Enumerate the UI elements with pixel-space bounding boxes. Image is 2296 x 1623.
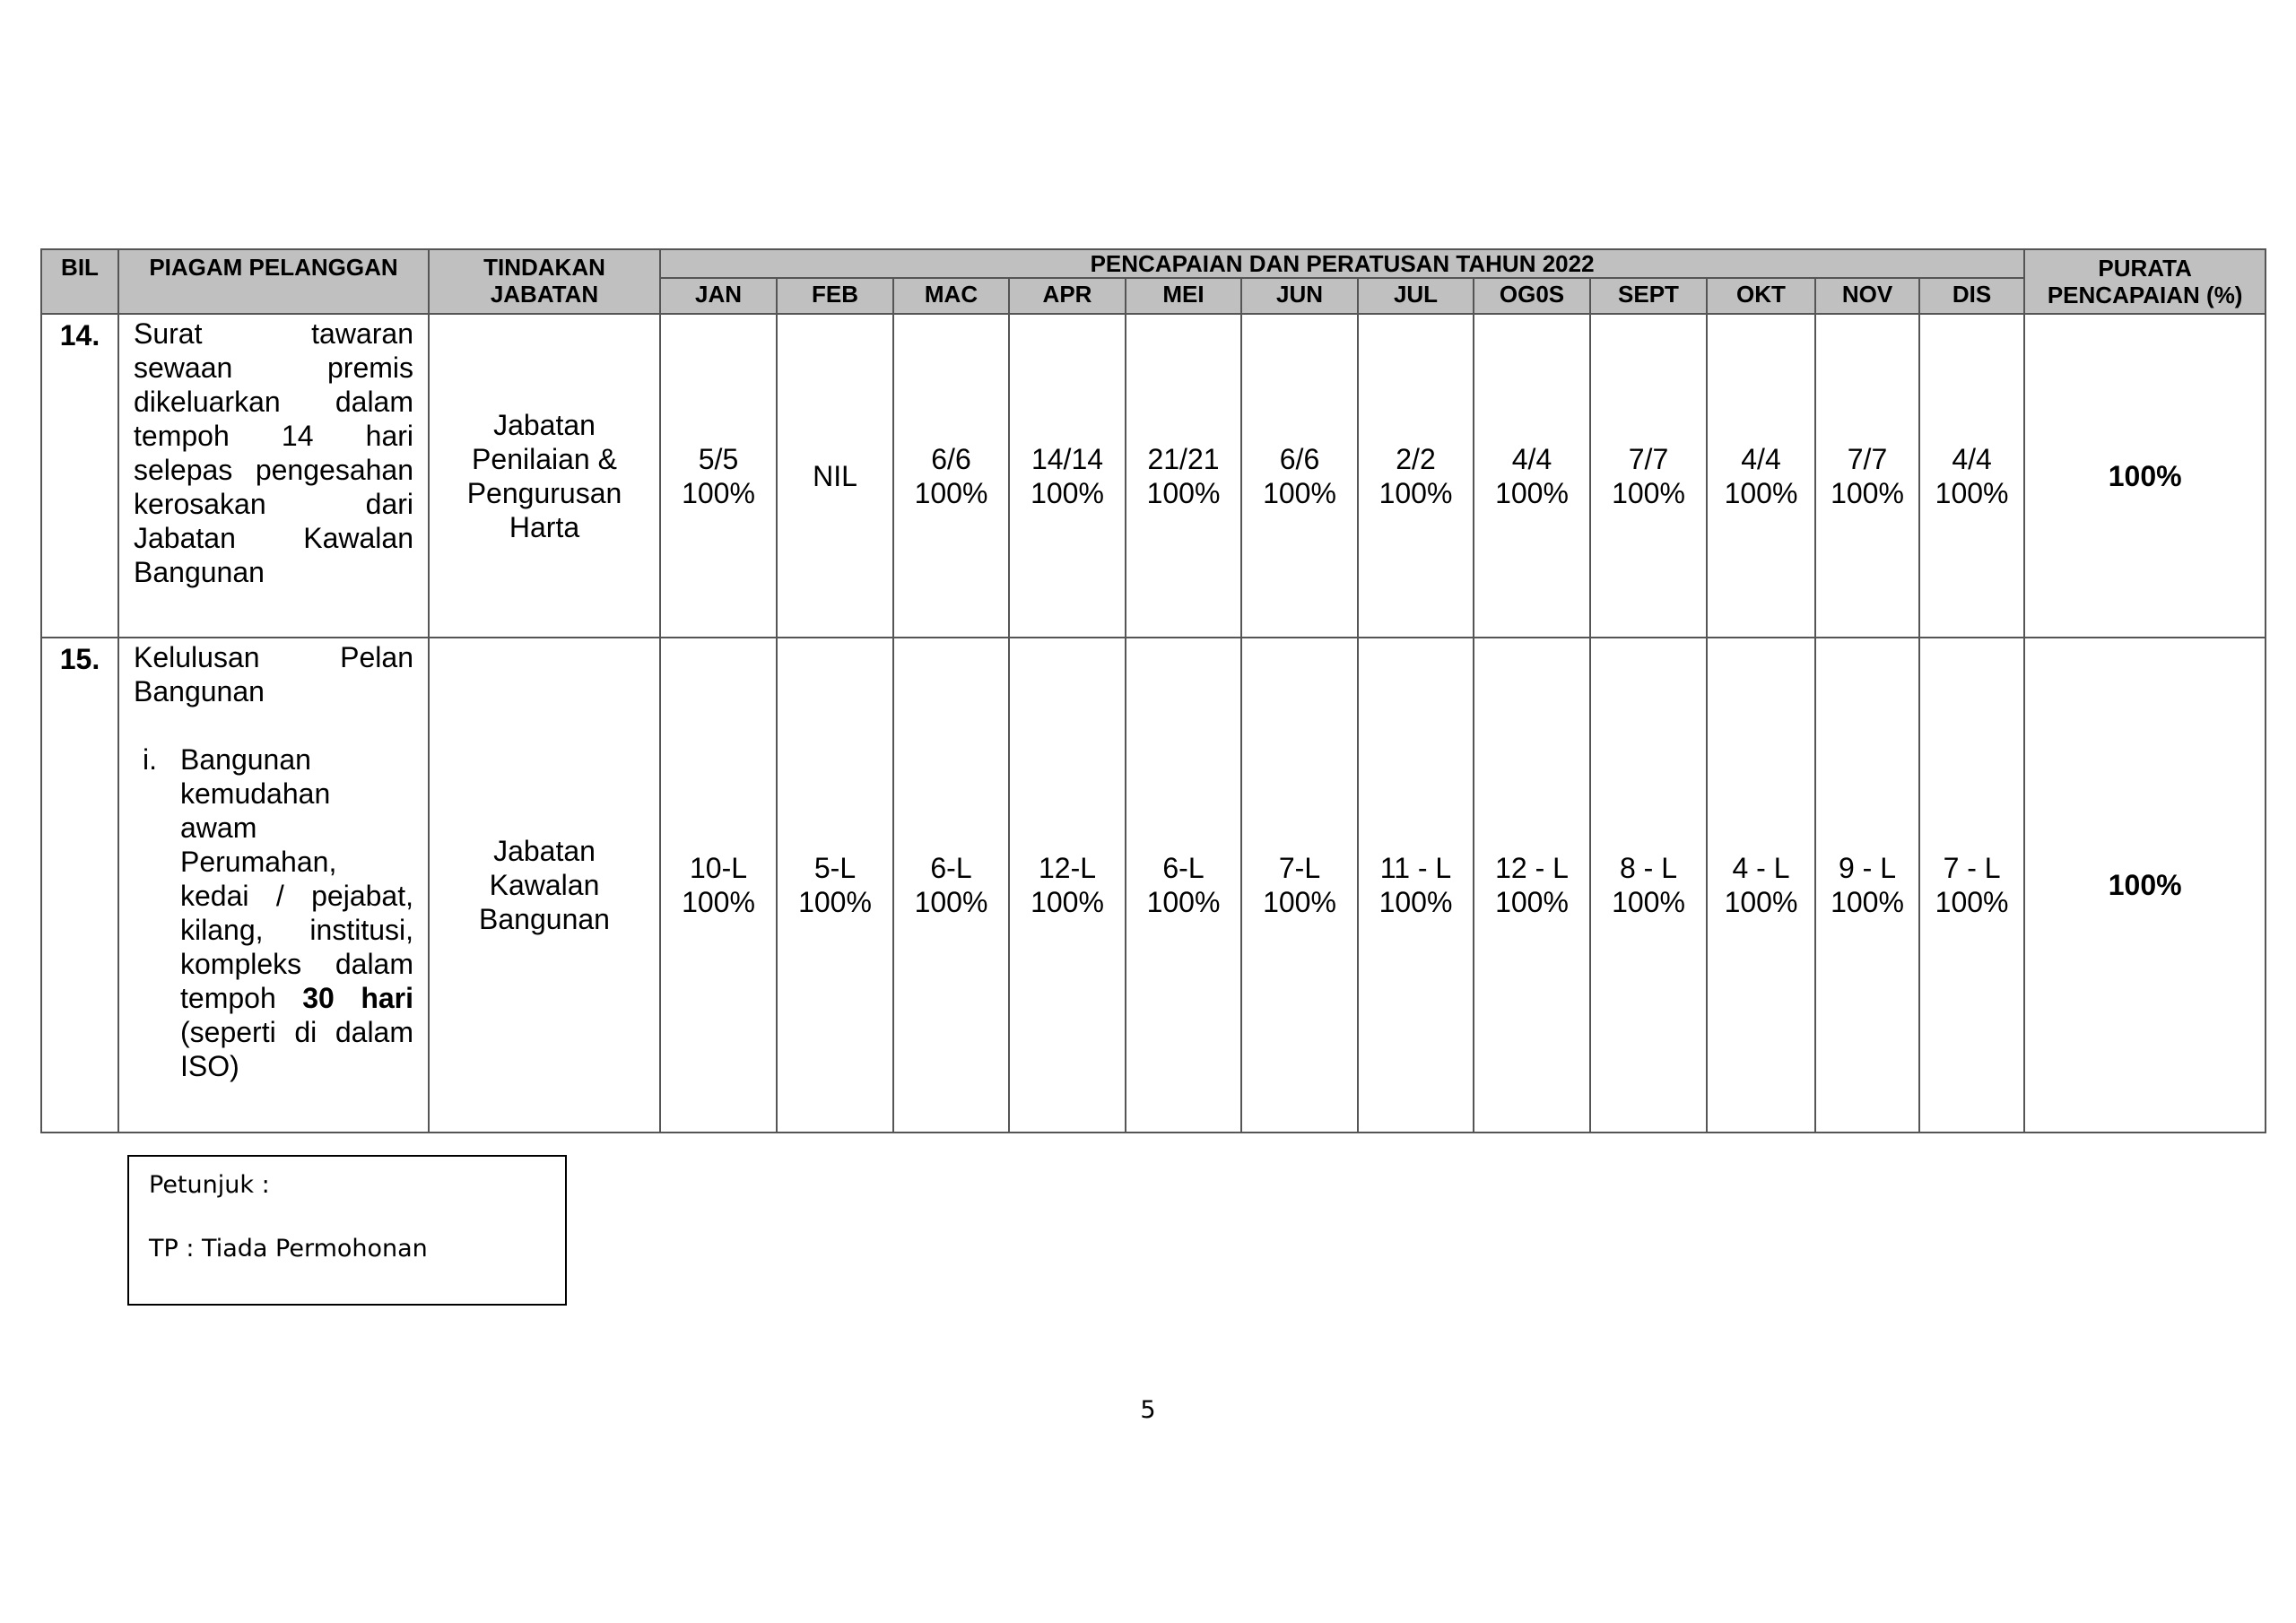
month-percent: 100% [1378, 476, 1453, 509]
month-count: 12 - L [1495, 852, 1569, 884]
month-percent: 100% [1146, 476, 1221, 509]
month-cell-feb [777, 638, 893, 1133]
sub-item-line: kemudahan [180, 777, 331, 810]
month-cell-okt [1707, 638, 1815, 1133]
piagam-line: Bangunan [134, 675, 265, 707]
piagam-line: Kelulusan Pelan [134, 641, 413, 673]
performance-table [40, 248, 2266, 1133]
month-count: 14/14 [1031, 442, 1104, 475]
month-cell-jul [1358, 314, 1474, 638]
sub-item-line: ISO) [180, 1050, 239, 1082]
piagam-line: dikeluarkan dalam [134, 386, 413, 418]
purata-value: 100% [2024, 314, 2266, 638]
month-cell-sept [1590, 314, 1707, 638]
header-month-mac: MAC [893, 278, 1009, 314]
header-month-jan: JAN [660, 278, 777, 314]
month-cell-jul [1358, 638, 1474, 1133]
month-count: 6/6 [1279, 442, 1320, 475]
month-cell-dis [1919, 314, 2024, 638]
month-percent: 100% [1378, 886, 1453, 918]
page-number: 5 [1140, 1396, 1156, 1424]
month-count: 6-L [930, 852, 972, 884]
month-count: 12-L [1038, 852, 1097, 884]
month-cell-apr [1009, 314, 1126, 638]
month-percent: 100% [798, 886, 872, 918]
tindakan-jabatan [429, 638, 660, 1133]
month-percent: 100% [1935, 476, 2009, 509]
piagam-line: selepas pengesahan [134, 454, 413, 486]
month-percent: 100% [914, 476, 988, 509]
header-month-mei: MEI [1126, 278, 1241, 314]
month-percent: 100% [1831, 886, 1904, 918]
sub-item-line: (seperti di dalam [180, 1016, 413, 1048]
tempoh-label: tempoh [180, 982, 276, 1014]
sub-item-number: i. [143, 743, 157, 776]
month-percent: 100% [1031, 886, 1104, 918]
month-percent: 100% [1831, 476, 1904, 509]
header-month-okt: OKT [1707, 278, 1815, 314]
month-count: 9 - L [1838, 852, 1897, 884]
table-row [41, 638, 2266, 1133]
header-pencapaian: PENCAPAIAN DAN PERATUSAN TAHUN 2022 [660, 249, 2024, 278]
row-number: 15. [41, 638, 118, 1133]
month-percent: 100% [914, 886, 988, 918]
tindakan-line: Bangunan [479, 903, 610, 935]
month-percent: 100% [1263, 886, 1336, 918]
sub-item [134, 742, 413, 1083]
header-piagam: PIAGAM PELANGGAN [118, 249, 429, 314]
month-count: 8 - L [1619, 852, 1678, 884]
sub-item-line: awam [180, 812, 257, 844]
piagam-line: Jabatan Kawalan [134, 522, 413, 554]
piagam-line: kerosakan dari [134, 488, 413, 520]
sub-item-text [180, 742, 413, 1083]
piagam-line: sewaan premis [134, 352, 413, 384]
piagam-line: tempoh 14 hari [134, 420, 413, 452]
month-count: 7-L [1278, 852, 1321, 884]
sub-item-line: Perumahan, [180, 846, 337, 878]
month-count: 4/4 [1511, 442, 1552, 475]
month-cell-mac [893, 314, 1009, 638]
month-percent: 100% [1146, 886, 1221, 918]
header-month-feb: FEB [777, 278, 893, 314]
month-cell-feb [777, 314, 893, 638]
month-cell-nov [1815, 314, 1919, 638]
month-percent: 100% [682, 886, 755, 918]
sub-item-line: kilang, institusi, [180, 914, 413, 946]
month-count: 4 - L [1732, 852, 1790, 884]
month-cell-mac [893, 638, 1009, 1133]
header-month-dis: DIS [1919, 278, 2024, 314]
month-percent: 100% [1263, 476, 1336, 509]
month-cell-mei [1126, 314, 1241, 638]
month-cell-jun [1241, 314, 1358, 638]
month-count: 11 - L [1379, 852, 1452, 884]
legend-item: TP : Tiada Permohonan [149, 1235, 428, 1263]
month-count: 10-L [689, 852, 748, 884]
month-percent: 100% [1724, 476, 1798, 509]
month-count: 7/7 [1847, 442, 1888, 475]
piagam-description [118, 314, 429, 638]
month-count: 4/4 [1741, 442, 1781, 475]
header-month-sept: SEPT [1590, 278, 1707, 314]
month-count: 5/5 [698, 442, 739, 475]
header-month-nov: NOV [1815, 278, 1919, 314]
tindakan-line: Penilaian & [472, 442, 617, 475]
month-cell-sept [1590, 638, 1707, 1133]
month-cell-nov [1815, 638, 1919, 1133]
month-cell-jan [660, 638, 777, 1133]
month-cell-jun [1241, 638, 1358, 1133]
legend-box [127, 1155, 567, 1306]
month-cell-dis [1919, 638, 2024, 1133]
month-count: NIL [813, 459, 857, 492]
tindakan-jabatan [429, 314, 660, 638]
piagam-line: Bangunan [134, 556, 265, 588]
tindakan-line: Pengurusan [466, 476, 622, 509]
sub-item-line: kompleks dalam [180, 948, 413, 980]
month-count: 5-L [813, 852, 857, 884]
tempoh-days: 30 hari [302, 982, 414, 1014]
legend-title: Petunjuk : [149, 1171, 270, 1199]
header-month-jun: JUN [1241, 278, 1358, 314]
month-cell-og0s [1474, 638, 1590, 1133]
month-count: 2/2 [1396, 442, 1436, 475]
month-cell-mei [1126, 638, 1241, 1133]
sub-item-line: Bangunan [180, 743, 311, 776]
month-percent: 100% [1612, 476, 1685, 509]
piagam-line: Surat tawaran [134, 317, 413, 350]
header-bil: BIL [41, 249, 118, 314]
month-count: 21/21 [1147, 442, 1220, 475]
month-cell-og0s [1474, 314, 1590, 638]
month-percent: 100% [1495, 476, 1569, 509]
month-percent: 100% [682, 476, 755, 509]
header-month-jul: JUL [1358, 278, 1474, 314]
month-count: 6/6 [931, 442, 971, 475]
month-percent: 100% [1935, 886, 2009, 918]
month-percent: 100% [1612, 886, 1685, 918]
table-row [41, 314, 2266, 638]
month-count: 7 - L [1943, 852, 2001, 884]
month-percent: 100% [1724, 886, 1798, 918]
month-count: 6-L [1162, 852, 1205, 884]
header-tindakan: TINDAKAN JABATAN [429, 249, 660, 314]
month-cell-apr [1009, 638, 1126, 1133]
tindakan-line: Jabatan [493, 408, 596, 441]
row-number: 14. [41, 314, 118, 638]
header-month-og0s: OG0S [1474, 278, 1590, 314]
tindakan-line: Kawalan [489, 869, 600, 901]
sub-item-line: kedai / pejabat, [180, 880, 413, 912]
month-percent: 100% [1031, 476, 1104, 509]
month-cell-okt [1707, 314, 1815, 638]
tindakan-line: Jabatan [493, 835, 596, 867]
header-month-apr: APR [1009, 278, 1126, 314]
sub-item-line [180, 981, 413, 1015]
month-percent: 100% [1495, 886, 1569, 918]
piagam-description [118, 638, 429, 1133]
month-cell-jan [660, 314, 777, 638]
tindakan-line: Harta [509, 510, 580, 543]
month-count: 4/4 [1952, 442, 1992, 475]
purata-value: 100% [2024, 638, 2266, 1133]
month-count: 7/7 [1628, 442, 1669, 475]
header-purata: PURATA PENCAPAIAN (%) [2024, 249, 2266, 314]
